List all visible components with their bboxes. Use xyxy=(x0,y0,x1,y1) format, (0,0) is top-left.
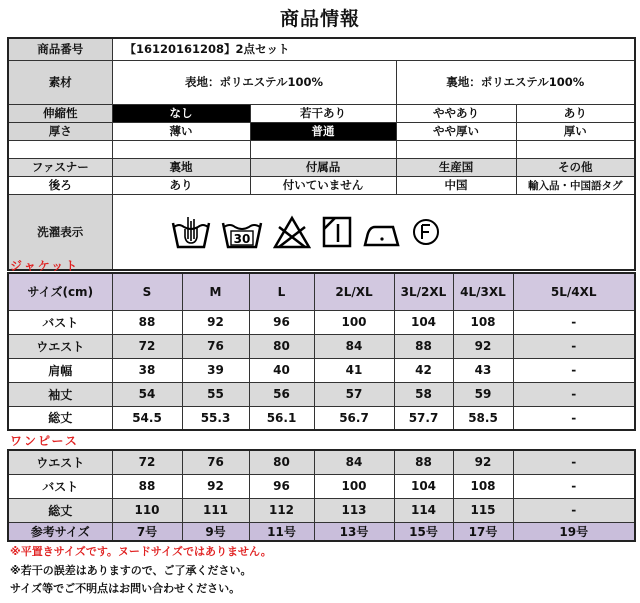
cell: 54 xyxy=(112,382,182,406)
note-flat-size: ※平置きサイズです。ヌードサイズではありません。 xyxy=(10,545,272,558)
size-header: 5L/4XL xyxy=(513,273,635,310)
zipper-header: ファスナー xyxy=(8,158,112,176)
size-header: サイズ(cm) xyxy=(8,273,112,310)
stretch-option-none: なし xyxy=(112,104,250,122)
cell: 58.5 xyxy=(453,406,513,430)
row-label: 総丈 xyxy=(8,498,112,522)
table-row xyxy=(8,334,635,358)
cell: 92 xyxy=(453,334,513,358)
cell: 72 xyxy=(112,450,182,474)
other-header: その他 xyxy=(516,158,635,176)
size-header: 4L/3XL xyxy=(453,273,513,310)
cell: 43 xyxy=(453,358,513,382)
cell: 112 xyxy=(249,498,314,522)
blank-cell xyxy=(396,140,516,158)
cell: 92 xyxy=(453,450,513,474)
cell: 7号 xyxy=(112,522,182,541)
cell: 57 xyxy=(314,382,394,406)
cell: 42 xyxy=(394,358,453,382)
cell: - xyxy=(513,382,635,406)
stretch-option-slight: 若干あり xyxy=(250,104,396,122)
cell: 80 xyxy=(249,450,314,474)
thickness-option-normal: 普通 xyxy=(250,122,396,140)
thickness-option-thin: 薄い xyxy=(112,122,250,140)
product-info-table xyxy=(7,37,636,271)
cell: 40 xyxy=(249,358,314,382)
lining-value: あり xyxy=(112,176,250,194)
note-contact: サイズ等でご不明点はお問い合わせください。 xyxy=(10,582,241,595)
cell: 88 xyxy=(112,474,182,498)
cell: 15号 xyxy=(394,522,453,541)
table-row xyxy=(8,406,635,430)
jacket-size-table xyxy=(7,272,636,431)
size-header: 2L/XL xyxy=(314,273,394,310)
origin-value: 中国 xyxy=(396,176,516,194)
cell: 113 xyxy=(314,498,394,522)
cell: - xyxy=(513,474,635,498)
cell: 9号 xyxy=(182,522,249,541)
row-label: 袖丈 xyxy=(8,382,112,406)
material-label: 素材 xyxy=(8,60,112,104)
cell: 56 xyxy=(249,382,314,406)
cell: 13号 xyxy=(314,522,394,541)
accessories-header: 付属品 xyxy=(250,158,396,176)
thickness-option-somewhat-thick: やや厚い xyxy=(396,122,516,140)
cell: 108 xyxy=(453,310,513,334)
blank-cell xyxy=(516,140,635,158)
care-icons xyxy=(112,194,635,270)
cell: 59 xyxy=(453,382,513,406)
cell: 17号 xyxy=(453,522,513,541)
cell: 114 xyxy=(394,498,453,522)
cell: - xyxy=(513,406,635,430)
cell: 96 xyxy=(249,310,314,334)
cell: 104 xyxy=(394,474,453,498)
cell: 88 xyxy=(112,310,182,334)
table-row xyxy=(8,450,635,474)
page-title: 商品情報 xyxy=(279,8,360,30)
cell: 108 xyxy=(453,474,513,498)
table-row xyxy=(8,498,635,522)
blank-cell xyxy=(112,140,250,158)
blank-cell xyxy=(250,140,396,158)
cell: 56.7 xyxy=(314,406,394,430)
size-header: 3L/2XL xyxy=(394,273,453,310)
row-label: バスト xyxy=(8,310,112,334)
cell: 96 xyxy=(249,474,314,498)
table-row xyxy=(8,358,635,382)
cell: 92 xyxy=(182,310,249,334)
cell: 80 xyxy=(249,334,314,358)
cell: 84 xyxy=(314,450,394,474)
cell: 115 xyxy=(453,498,513,522)
jacket-section-title: ジャケット xyxy=(10,259,80,273)
size-header: M xyxy=(182,273,249,310)
cell: 100 xyxy=(314,310,394,334)
cell: - xyxy=(513,334,635,358)
zipper-value: 後ろ xyxy=(8,176,112,194)
cell: 38 xyxy=(112,358,182,382)
size-header: S xyxy=(112,273,182,310)
cell: 110 xyxy=(112,498,182,522)
row-label: 肩幅 xyxy=(8,358,112,382)
svg-text:30: 30 xyxy=(233,231,250,246)
cell: - xyxy=(513,358,635,382)
cell: 84 xyxy=(314,334,394,358)
size-header: L xyxy=(249,273,314,310)
cell: 58 xyxy=(394,382,453,406)
cell: 104 xyxy=(394,310,453,334)
cell: - xyxy=(513,450,635,474)
care-label: 洗濯表示 xyxy=(8,194,112,270)
product-no-label: 商品番号 xyxy=(8,38,112,60)
thickness-label: 厚さ xyxy=(8,122,112,140)
row-label: 参考サイズ xyxy=(8,522,112,541)
cell: 92 xyxy=(182,474,249,498)
stretch-option-some: ややあり xyxy=(396,104,516,122)
cell: 72 xyxy=(112,334,182,358)
blank-cell xyxy=(8,140,112,158)
stretch-label: 伸縮性 xyxy=(8,104,112,122)
note-tolerance: ※若干の誤差はありますので、ご了承ください。 xyxy=(10,564,252,577)
table-row xyxy=(8,522,635,541)
cell: - xyxy=(513,498,635,522)
other-value: 輸入品・中国語タグ xyxy=(516,176,635,194)
row-label: 総丈 xyxy=(8,406,112,430)
origin-header: 生産国 xyxy=(396,158,516,176)
cell: 88 xyxy=(394,450,453,474)
cell: 88 xyxy=(394,334,453,358)
iron-low-icon xyxy=(363,215,401,249)
table-row xyxy=(8,474,635,498)
product-no-value: 【16120161208】2点セット xyxy=(112,38,635,60)
table-row xyxy=(8,382,635,406)
cell: 76 xyxy=(182,334,249,358)
cell: 111 xyxy=(182,498,249,522)
wash-30-icon xyxy=(221,215,263,249)
cell: 57.7 xyxy=(394,406,453,430)
cell: 56.1 xyxy=(249,406,314,430)
table-row xyxy=(8,310,635,334)
dry-clean-f-icon xyxy=(411,215,441,249)
material-outer: 表地：ポリエステル100% xyxy=(112,60,396,104)
cell: 19号 xyxy=(513,522,635,541)
cell: 54.5 xyxy=(112,406,182,430)
cell: 41 xyxy=(314,358,394,382)
stretch-option-yes: あり xyxy=(516,104,635,122)
row-label: ウエスト xyxy=(8,450,112,474)
no-bleach-icon xyxy=(273,215,311,249)
cell: 76 xyxy=(182,450,249,474)
lining-header: 裏地 xyxy=(112,158,250,176)
cell: 39 xyxy=(182,358,249,382)
cell: 55.3 xyxy=(182,406,249,430)
cell: 11号 xyxy=(249,522,314,541)
cell: 100 xyxy=(314,474,394,498)
hand-wash-icon xyxy=(171,215,211,249)
row-label: ウエスト xyxy=(8,334,112,358)
cell: 55 xyxy=(182,382,249,406)
drip-dry-icon xyxy=(321,215,353,249)
cell: - xyxy=(513,310,635,334)
onepiece-size-table xyxy=(7,449,636,542)
row-label: バスト xyxy=(8,474,112,498)
thickness-option-thick: 厚い xyxy=(516,122,635,140)
material-lining: 裏地：ポリエステル100% xyxy=(396,60,635,104)
accessories-value: 付いていません xyxy=(250,176,396,194)
onepiece-section-title: ワンピース xyxy=(10,434,79,448)
